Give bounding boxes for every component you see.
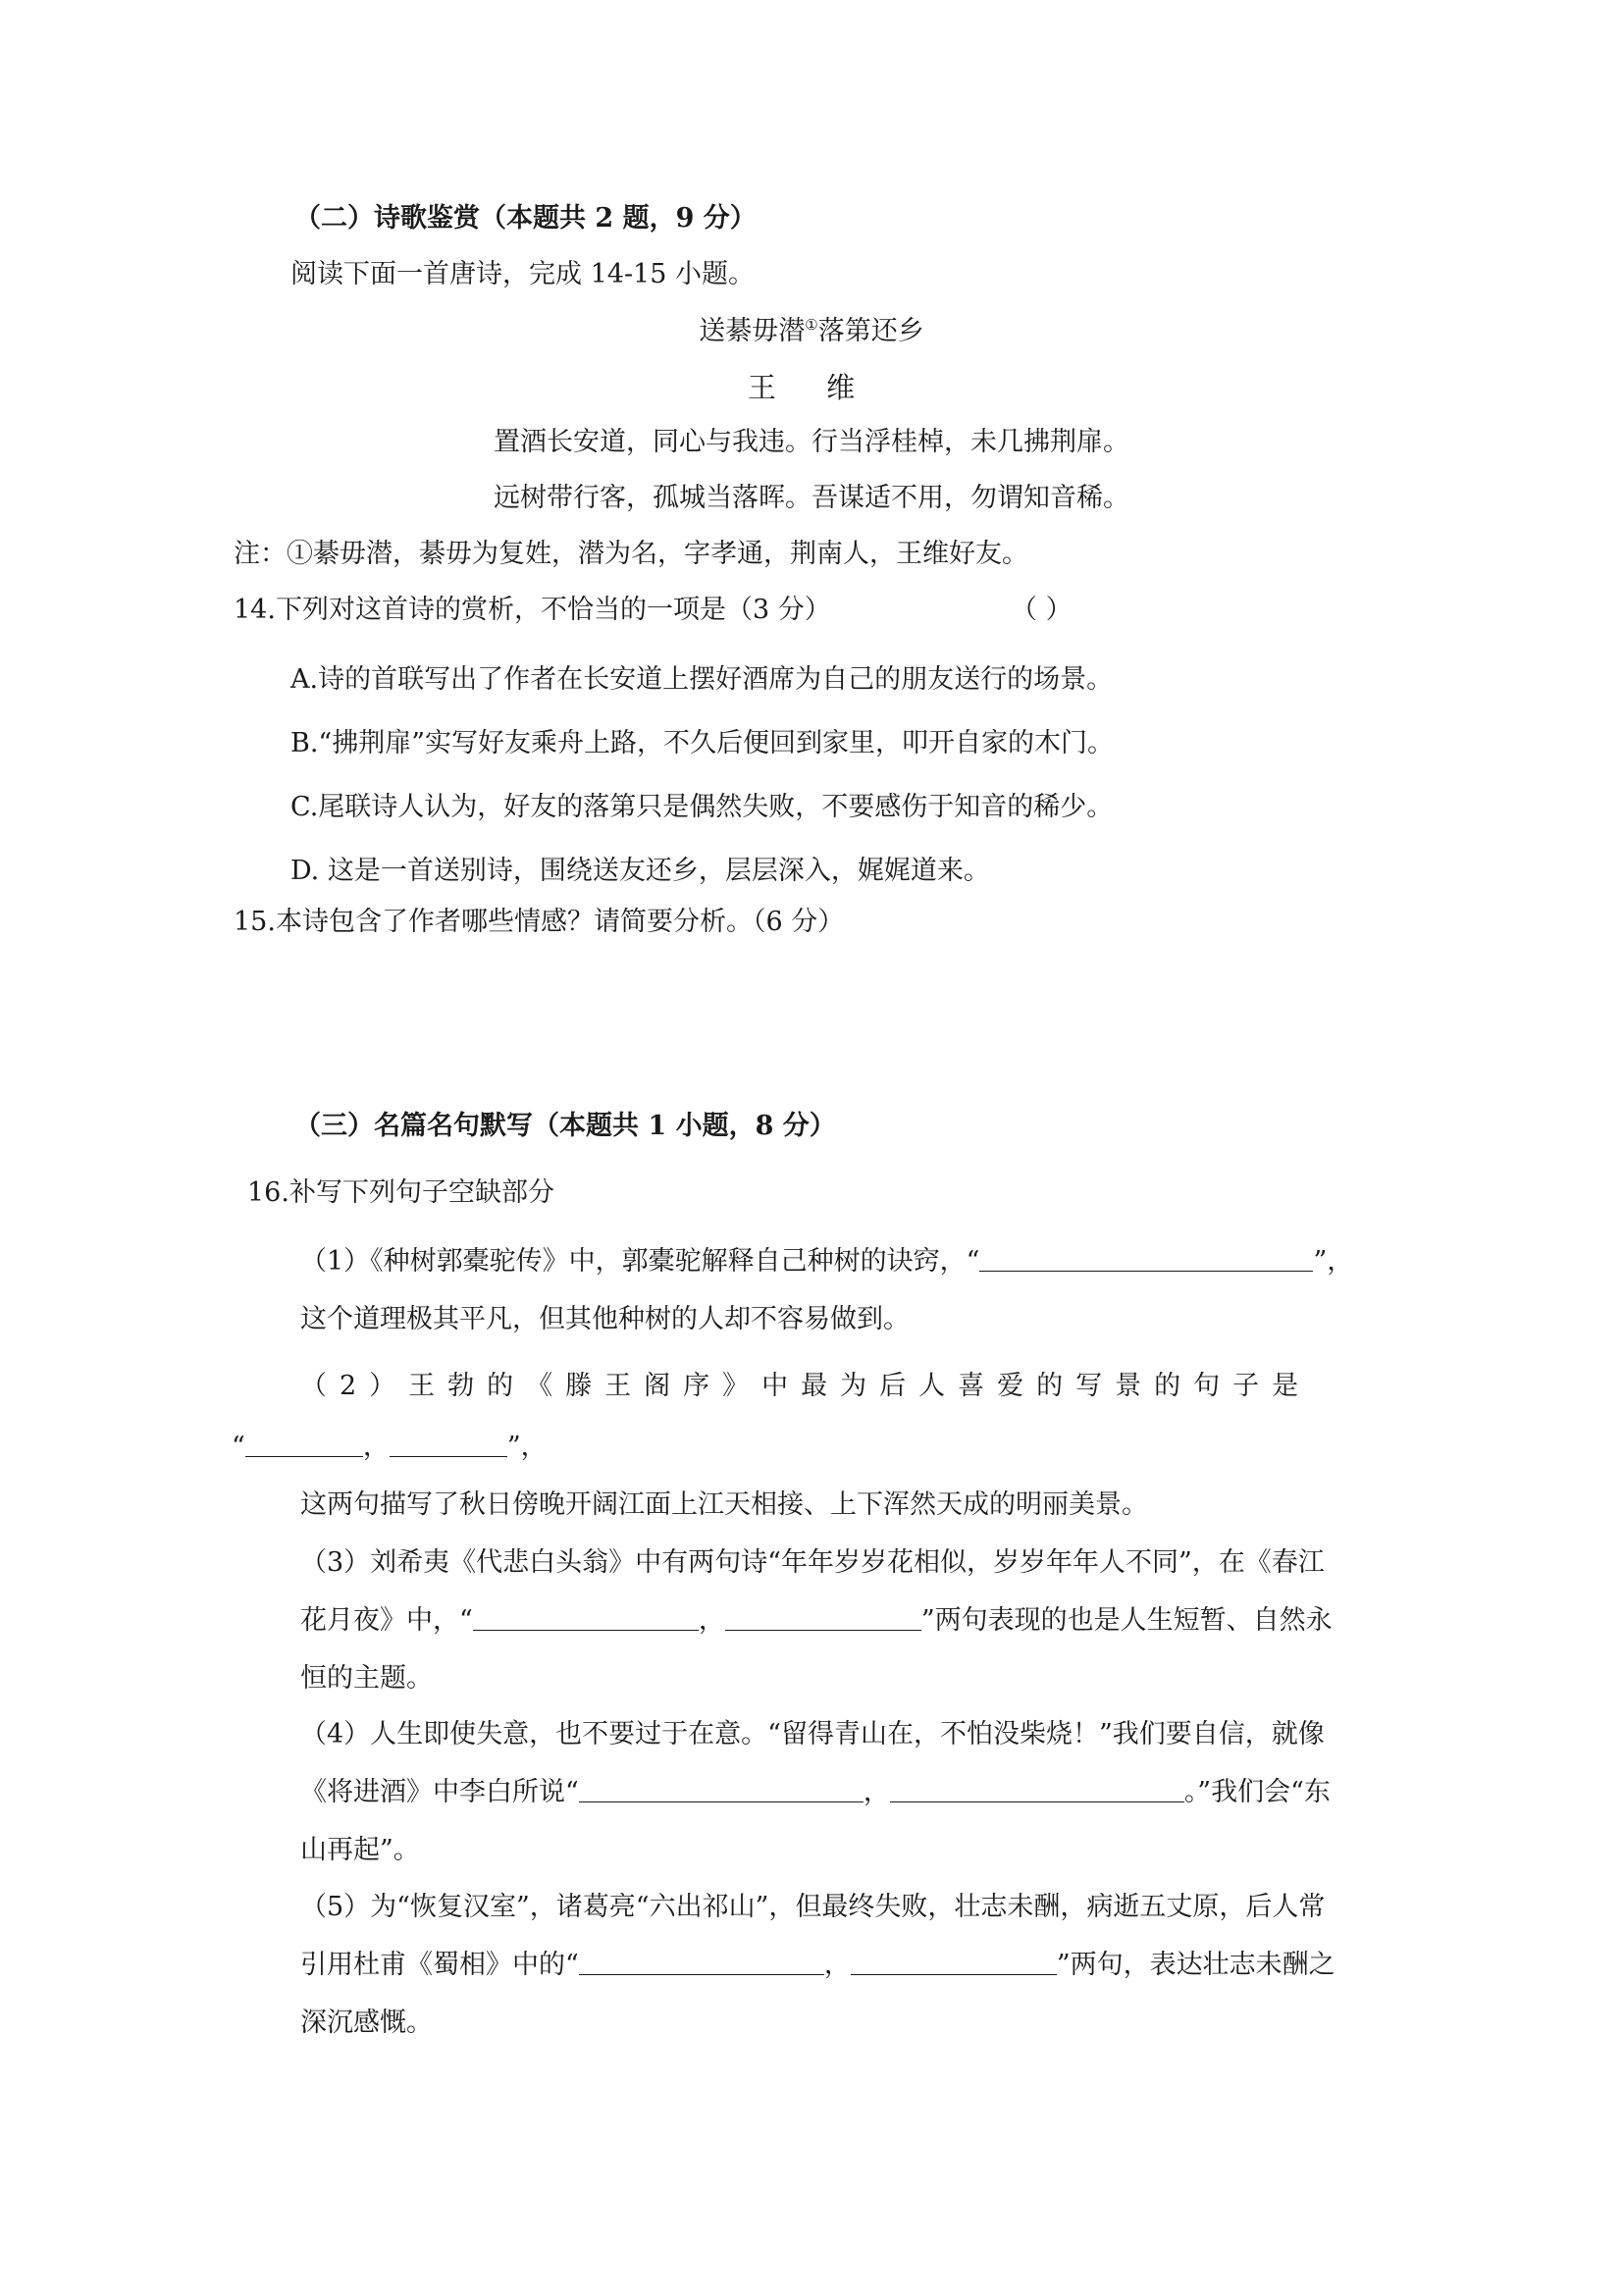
comma: ，	[823, 1950, 851, 1980]
open-quote: “	[232, 1432, 245, 1462]
item-1-line-2: 这个道理极其平凡，但其他种树的人却不容易做到。	[300, 1304, 910, 1334]
fill-blank[interactable]	[579, 1780, 864, 1802]
comma: ，	[698, 1605, 725, 1636]
fill-blank[interactable]	[979, 1249, 1313, 1272]
item-5-line-3: 深沉感慨。	[300, 2008, 433, 2038]
option-d: D. 这是一首送别诗，围绕送友还乡，层层深入，娓娓道来。	[290, 856, 990, 886]
poem-title	[0, 314, 1623, 349]
fill-blank[interactable]	[890, 1780, 1184, 1802]
fill-blank[interactable]	[579, 1953, 824, 1975]
poem-footnote: 注：①綦毋潜，綦毋为复姓，潜为名，字孝通，荆南人，王维好友。	[234, 539, 1028, 569]
fill-blank[interactable]	[473, 1608, 699, 1631]
item-4-text-a: 《将进酒》中李白所说“	[300, 1777, 579, 1807]
option-c: C.尾联诗人认为，好友的落第只是偶然失败，不要感伤于知音的稀少。	[290, 792, 1114, 822]
item-4-text-b: 。”我们会“东	[1183, 1777, 1331, 1807]
item-3-text-a: 花月夜》中，“	[300, 1605, 473, 1636]
item-5-line-1: （5）为“恢复汉室”，诸葛亮“六出祁山”，但最终失败，壮志未酬，病逝五丈原，后人常	[300, 1892, 1326, 1922]
question-14: 14.下列对这首诗的赏析，不恰当的一项是（3 分）	[234, 595, 831, 625]
fill-blank[interactable]	[390, 1435, 507, 1457]
item-5-line-2	[300, 1948, 1335, 1983]
item-2-line-1: （2）王勃的《滕王阁序》中最为后人喜爱的写景的句子是	[300, 1371, 1312, 1401]
item-5-text-b: ”两句，表达壮志未酬之	[1056, 1950, 1335, 1980]
close-quote: ”，	[506, 1432, 548, 1462]
option-a: A.诗的首联写出了作者在长安道上摆好酒席为自己的朋友送行的场景。	[290, 664, 1114, 695]
poem-author-name: 王 维	[747, 371, 876, 404]
poetry-intro: 阅读下面一首唐诗，完成 14-15 小题。	[290, 259, 756, 289]
item-2-line-2	[232, 1430, 548, 1465]
section-heading-poetry: （二）诗歌鉴赏（本题共 2 题，9 分）	[294, 203, 757, 234]
item-3-line-3: 恒的主题。	[300, 1663, 433, 1694]
item-1-text-a: （1）《种树郭橐驼传》中，郭橐驼解释自己种树的诀窍，“	[300, 1246, 980, 1277]
fill-blank[interactable]	[851, 1953, 1057, 1975]
item-3-text-b: ”两句表现的也是人生短暂、自然永	[920, 1605, 1333, 1636]
item-4-line-1: （4）人生即使失意，也不要过于在意。“留得青山在，不怕没柴烧！”我们要自信，就像	[300, 1719, 1325, 1749]
footnote-marker: ①	[805, 316, 818, 334]
fill-blank[interactable]	[245, 1435, 363, 1457]
poem-author	[0, 369, 1623, 407]
poem-title-part1: 送綦毋潜	[699, 316, 806, 346]
item-5-text-a: 引用杜甫《蜀相》中的“	[300, 1950, 579, 1980]
fill-blank[interactable]	[725, 1608, 921, 1631]
item-4-line-2	[300, 1775, 1331, 1810]
poem-line-1: 置酒长安道，同心与我违。行当浮桂棹，未几拂荆扉。	[494, 427, 1129, 457]
item-1-line-1	[300, 1244, 1353, 1279]
item-3-line-2	[300, 1603, 1333, 1639]
item-3-line-1: （3）刘希夷《代悲白头翁》中有两句诗“年年岁岁花相似，岁岁年年人不同”，在《春江	[300, 1547, 1325, 1578]
poem-title-part2: 落第还乡	[817, 316, 924, 346]
comma: ，	[362, 1432, 390, 1462]
option-b: B.“拂荆扉”实写好友乘舟上路，不久后便回到家里，叩开自家的木门。	[290, 728, 1115, 758]
item-4-line-3: 山再起”。	[300, 1835, 420, 1865]
poem-line-2: 远树带行客，孤城当落晖。吾谋适不用，勿谓知音稀。	[494, 483, 1129, 513]
section-heading-dictation: （三）名篇名句默写（本题共 1 小题，8 分）	[294, 1111, 836, 1141]
comma: ，	[863, 1777, 890, 1807]
item-1-text-b: ”，	[1313, 1246, 1354, 1277]
answer-parentheses: （ ）	[1011, 595, 1073, 625]
question-16: 16.补写下列句子空缺部分	[247, 1177, 554, 1208]
item-2-line-3: 这两句描写了秋日傍晚开阔江面上江天相接、上下浑然天成的明丽美景。	[300, 1489, 1148, 1520]
question-15: 15.本诗包含了作者哪些情感？请简要分析。（6 分）	[234, 907, 845, 937]
